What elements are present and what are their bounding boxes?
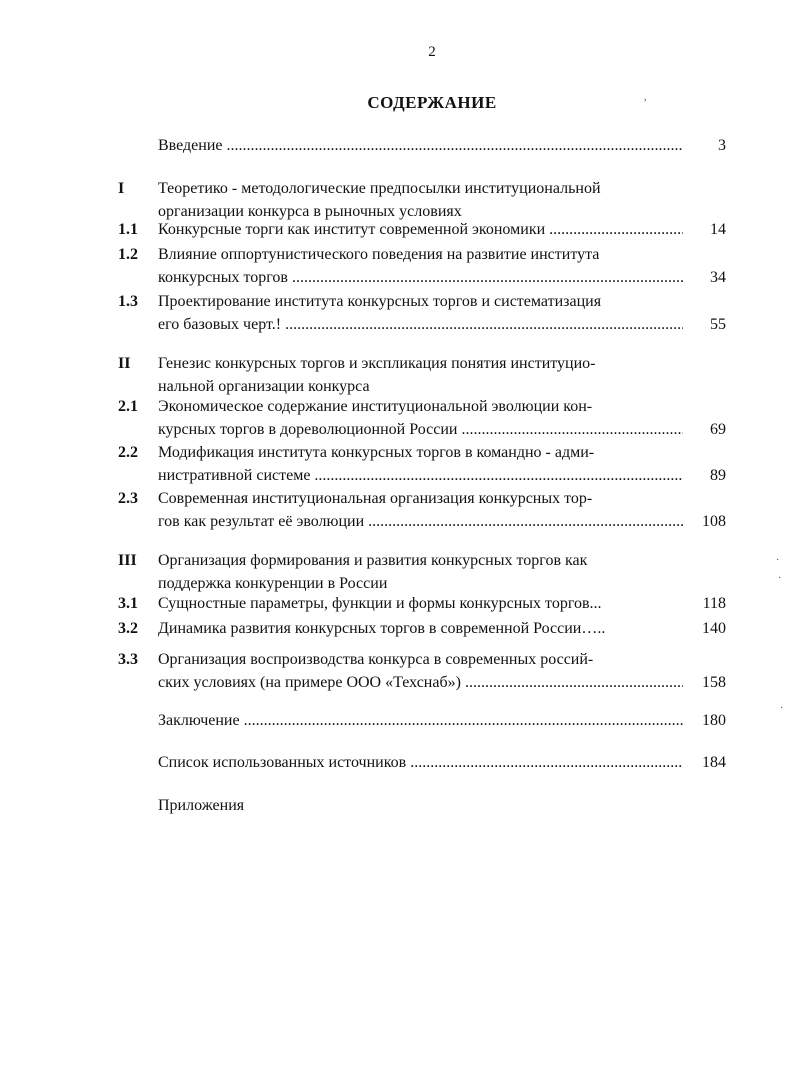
- toc-entry-line: Модификация института конкурсных торгов в командно - адми-: [158, 444, 595, 461]
- toc-entry-line: гов как результат её эволюции .....: [158, 510, 683, 533]
- toc-entry-number: 1.3: [118, 293, 138, 310]
- toc-entry-text: [158, 352, 683, 398]
- toc-entry-page: 158: [702, 674, 726, 691]
- toc-entry-line: нистративной системе .....: [158, 464, 683, 487]
- toc-entry-text: [158, 709, 683, 732]
- toc-entry-title: Список использованных источников .....: [158, 751, 683, 774]
- toc-entry-page: 3: [718, 137, 726, 154]
- toc-entry-page: 55: [710, 316, 726, 333]
- toc-entry-title: Конкурсные торги как институт современной экономики .....: [158, 218, 683, 241]
- toc-entry-title: Введение .....: [158, 134, 683, 157]
- toc-entry-text: [158, 243, 683, 289]
- toc-entry-number: II: [118, 355, 131, 372]
- toc-entry-line: Теоретико - методологические предпосылки институциональной: [158, 180, 601, 197]
- toc-entry-line: нальной организации конкурса: [158, 378, 370, 395]
- toc-entry-line: поддержка конкуренции в России: [158, 575, 388, 592]
- toc-entry-number: 2.3: [118, 490, 138, 507]
- toc-entry-text: [158, 648, 683, 694]
- toc-entry-number: 1.1: [118, 221, 138, 238]
- toc-entry-page: 89: [710, 467, 726, 484]
- toc-entry-title: Динамика развития конкурсных торгов в современной России…..: [158, 620, 606, 637]
- toc-entry-text: [158, 134, 683, 157]
- toc-entry-text: [158, 751, 683, 774]
- toc-entry-text: [158, 218, 683, 241]
- toc-entry-text: [158, 441, 683, 487]
- toc-entry-line: Проектирование института конкурсных торгов и систематизация: [158, 293, 602, 310]
- toc-entry-line: Генезис конкурсных торгов и экспликация понятия институцио-: [158, 355, 596, 372]
- toc-entry-number: 3.1: [118, 595, 138, 612]
- toc-entry-number: I: [118, 180, 125, 197]
- toc-entry-line: его базовых черт.! .....: [158, 313, 683, 336]
- toc-entry-title: Приложения: [158, 797, 245, 814]
- toc-entry-line: ских условиях (на примере ООО «Техснаб») .....: [158, 671, 683, 694]
- toc-entry-line: Организация воспроизводства конкурса в современных россий-: [158, 651, 594, 668]
- page-number: 2: [428, 44, 436, 60]
- scan-speck: ·: [778, 573, 782, 584]
- toc-entry-number: 3.2: [118, 620, 138, 637]
- toc-entry-line: Организация формирования и развития конкурсных торгов как: [158, 552, 588, 569]
- toc-entry-number: 2.2: [118, 444, 138, 461]
- toc-entry-number: 3.3: [118, 651, 138, 668]
- toc-entry-title: Заключение .....: [158, 709, 683, 732]
- page-title: СОДЕРЖАНИЕ: [367, 93, 497, 112]
- toc-entry-text: [158, 290, 683, 336]
- toc-entry-line: курсных торгов в дореволюционной России .....: [158, 418, 683, 441]
- toc-entry-line: организации конкурса в рыночных условиях: [158, 203, 462, 220]
- toc-entry-number: 1.2: [118, 246, 138, 263]
- toc-entry-page: 69: [710, 421, 726, 438]
- toc-entry-text: [158, 177, 683, 223]
- toc-entry-title: Сущностные параметры, функции и формы конкурсных торгов...: [158, 595, 602, 612]
- toc-entry-page: 14: [710, 221, 726, 238]
- toc-entry-line: Современная институциональная организация конкурсных тор-: [158, 490, 593, 507]
- toc-entry-page: 118: [702, 595, 726, 612]
- toc-entry-number: 2.1: [118, 398, 138, 415]
- toc-entry-page: 184: [702, 754, 726, 771]
- toc-entry-page: 180: [702, 712, 726, 729]
- toc-entry-line: Влияние оппортунистического поведения на развитие института: [158, 246, 600, 263]
- toc-entry-line: конкурсных торгов .....: [158, 266, 683, 289]
- toc-entry-text: [158, 794, 683, 817]
- toc-entry-text: [158, 395, 683, 441]
- toc-entry-line: Экономическое содержание институциональной эволюции кон-: [158, 398, 593, 415]
- scan-speck: ,: [644, 92, 647, 103]
- toc-entry-page: 34: [710, 269, 726, 286]
- toc-entry-text: [158, 617, 683, 640]
- toc-entry-text: [158, 549, 683, 595]
- scan-speck: ·: [780, 703, 784, 714]
- toc-entry-text: [158, 487, 683, 533]
- toc-entry-page: 108: [702, 513, 726, 530]
- toc-entry-text: [158, 592, 683, 615]
- scan-speck: ·: [776, 555, 780, 566]
- toc-entry-number: III: [118, 552, 137, 569]
- toc-entry-page: 140: [702, 620, 726, 637]
